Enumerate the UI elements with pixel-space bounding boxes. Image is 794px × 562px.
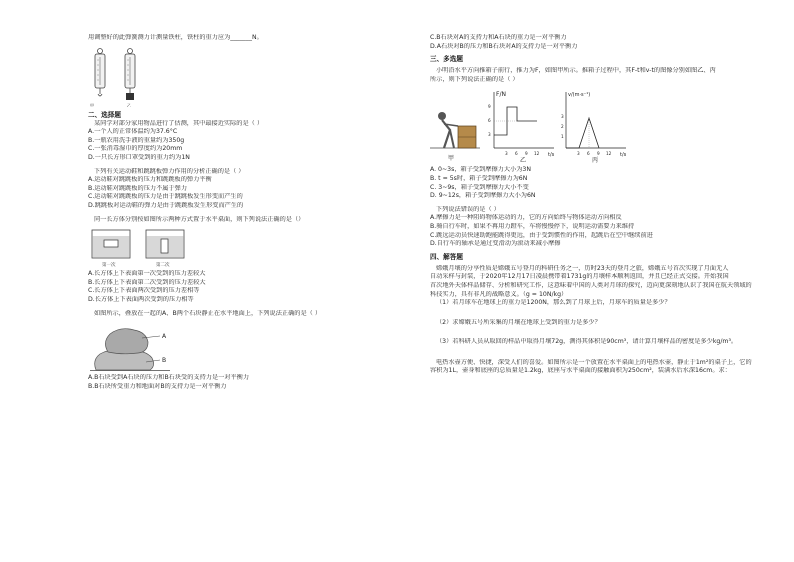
- q4-option-a: A.B石块受到A石块的压力和B石块受的支持力是一对平衡力: [88, 374, 250, 382]
- spring-scale-figure: [88, 47, 410, 107]
- q3-option-a: A.长方体上下表面第一次受到的压力差较大: [88, 270, 206, 278]
- q3-figure: [90, 226, 410, 268]
- section-3-title: 三、多选题: [430, 55, 463, 64]
- q5-option-c: C. 3~9s，箱子受到摩擦力大小不变: [430, 183, 529, 191]
- q4-stem: 如图所示，叠放在一起的A、B两个石块静止在水平地面上，下列说法正确的是（ ）: [94, 309, 322, 317]
- q8-stem-line-1: 电热水壶方便、快捷，深受人们的喜爱。如图所示是一个放置在水平桌面上的电热水壶，静止于1m²的桌子上，它的: [436, 358, 752, 366]
- question-7: [430, 265, 775, 347]
- intro-text: 用调整好的此弹簧测力计测量铁柱，铁柱的重力应为_______N。: [88, 34, 263, 41]
- svg-text:1: 1: [561, 134, 564, 140]
- q3-label-2: 第二次: [156, 263, 170, 269]
- q3-option-c: C.长方体上下表面两次受到的压力差相等: [88, 287, 200, 295]
- left-column: [88, 34, 410, 391]
- svg-text:6: 6: [515, 151, 518, 157]
- q4-option-d: D.A石块对B的压力和B石块对A的支持力是一对平衡力: [430, 42, 578, 50]
- q1-option-a: A.一个人的正常体温约为37.6°C: [88, 128, 178, 136]
- q5-option-d: D. 9~12s，箱子受到摩擦力大小为6N: [430, 192, 536, 200]
- question-1: [88, 120, 410, 163]
- right-column: [430, 34, 775, 376]
- question-5: [430, 67, 775, 201]
- fig5-label-jia: 甲: [448, 155, 455, 163]
- svg-text:6: 6: [488, 118, 491, 124]
- q4-option-c: C.B石块对A的支持力和A石块的重力是一对平衡力: [430, 34, 567, 41]
- svg-text:t/s: t/s: [620, 152, 627, 159]
- q5-stem-line-1: 小明沿水平方向推箱子前行，推力为F，如图甲所示。推箱子过程中，其F-t和v-t的图像分别如图乙、丙: [436, 67, 716, 75]
- q2-stem: 下列有关运动鞋和跳跳板弹力作用的分析正确的是（ ）: [94, 167, 245, 175]
- section-4-title: 四、解答题: [430, 252, 463, 261]
- svg-text:3: 3: [577, 151, 580, 157]
- q7-sub-2: （2）求嫦娥五号所采集的月壤在地球上受到的重力是多少？: [436, 318, 601, 326]
- q4-figure: [90, 320, 410, 374]
- stone-label-a: A: [162, 333, 167, 341]
- svg-text:12: 12: [534, 151, 540, 157]
- spring-scale-illustration: [88, 47, 148, 107]
- svg-text:12: 12: [606, 151, 612, 157]
- svg-text:v/(m·s⁻¹): v/(m·s⁻¹): [568, 92, 591, 99]
- question-6: [430, 206, 775, 249]
- q6-stem: 下列说法错误的是（ ）: [436, 205, 500, 213]
- water-container-illustration: [90, 226, 190, 268]
- svg-text:F/N: F/N: [496, 91, 506, 99]
- q1-option-d: D.一只长方形口罩受到的重力约为1N: [88, 153, 190, 161]
- fig5-label-bing: 丙: [592, 157, 599, 165]
- pushing-person-illustration: [430, 112, 480, 162]
- svg-text:2: 2: [561, 124, 564, 130]
- q7-sub-3: （3）若科研人员从取回的样品中取得月壤72g，测得其体积是90cm³，请计算月壤样品的密度是多少kg/m³。: [436, 338, 738, 346]
- q2-option-d: D.跳跳板对运动鞋的弹力是由于跳跳板发生形变而产生的: [88, 201, 244, 209]
- svg-text:9: 9: [488, 104, 491, 110]
- v-t-graph: [561, 92, 627, 164]
- q8-stem-line-2: 容积为1L，壶身和底座的总质量是1.2kg，底座与水平桌面的接触面积为250cm²，装满水后水深16cm。求：: [430, 367, 731, 375]
- question-3: [88, 216, 410, 305]
- scale-label-1: 甲: [90, 102, 94, 107]
- svg-text:9: 9: [525, 151, 528, 157]
- q6-option-b: B.骑自行车时，如果不再用力蹬车，车将慢慢停下，说明运动需要力来维持: [430, 222, 635, 230]
- q5-figure: [430, 86, 775, 166]
- svg-text:t/s: t/s: [548, 152, 555, 159]
- q7-stem-line-1: 嫦娥月壤的分享性质是嫦娥五号登月的科研任务之一，历时23天的登月之旅，嫦娥五号首次实现了月面无人: [436, 264, 729, 272]
- q4-option-b: B.B石块所受重力和地面对B的支持力是一对平衡力: [88, 382, 227, 390]
- svg-text:3: 3: [505, 151, 508, 157]
- q1-option-b: B.一瓶农用洗手液的重量约为350g: [88, 136, 185, 144]
- q3-stem: 同一长方体分别按如图所示两种方式置于水平桌面，则下列说法正确的是（）: [94, 215, 305, 223]
- q7-stem-line-4: 科技实力，具有非凡的战略意义。（g = 10N/kg）: [430, 290, 568, 298]
- q7-sub-1: （1）若月球车在地球上的重力是1200N，那么到了月球上后，月球车的质量是多少？: [436, 299, 671, 307]
- svg-text:9: 9: [597, 151, 600, 157]
- q7-stem-line-3: 首次地外天体样品储存、分析和研究工作，这意味着中国的人类对月球的探究，迈向更深刻地认识了我国在航天领域的: [430, 281, 752, 289]
- q1-option-c: C.一张消毒湿巾的厚度约为20mm: [88, 145, 183, 153]
- question-8: [430, 359, 775, 376]
- q5-option-b: B. t = 5s时，箱子受到摩擦力为6N: [430, 174, 528, 182]
- section-2-title: 二、选择题: [88, 110, 121, 119]
- svg-text:6: 6: [587, 151, 590, 157]
- q2-option-b: B.运动鞋对跳跳板的压力不属于弹力: [88, 184, 188, 192]
- stone-label-b: B: [162, 357, 167, 365]
- q7-stem-line-2: 自动采样与封装，于2020年12月17日凌晨携带着1731g的月壤样本顺利返回，并且已经正式交接。开始我国: [430, 273, 729, 281]
- q3-option-b: B.长方体上下表面第二次受到的压力差较大: [88, 278, 206, 286]
- q6-option-d: D.自行车的轴承是通过变滑动为滚动来减小摩擦: [430, 240, 561, 248]
- stacked-stones-illustration: [90, 320, 182, 374]
- question-4: [88, 310, 410, 392]
- q3-label-1: 第一次: [102, 263, 116, 269]
- q5-option-a: A. 0~3s，箱子受到摩擦力大小为3N: [430, 166, 531, 174]
- fig5-label-yi: 乙: [520, 157, 527, 165]
- question-2: [88, 168, 410, 211]
- f-t-graph: [488, 91, 555, 164]
- q2-option-a: A.运动鞋对跳跳板的压力和跳跳板的弹力平衡: [88, 176, 212, 184]
- q6-option-c: C.跳远运动员快速助跑能跳得更远，由于受到惯性的作用，起跳后在空中继续前进: [430, 231, 653, 239]
- scale-label-2: 乙: [127, 102, 131, 107]
- svg-text:3: 3: [561, 114, 564, 120]
- q3-option-d: D.长方体上下表面两次受到的压力相等: [88, 295, 194, 303]
- svg-text:3: 3: [488, 132, 491, 138]
- q6-option-a: A.摩擦力是一种阻碍物体运动的力，它的方向始终与物体运动方向相反: [430, 214, 622, 222]
- q2-option-c: C.运动鞋对跳跳板的压力是由于跳跳板发生形变而产生的: [88, 193, 243, 201]
- force-velocity-graphs: [430, 86, 630, 166]
- q1-stem: 某同学对部分家用物品进行了估测，其中最接近实际的是（ ）: [94, 119, 264, 127]
- q5-stem-line-2: 所示，则下列说法正确的是（ ）: [430, 75, 519, 83]
